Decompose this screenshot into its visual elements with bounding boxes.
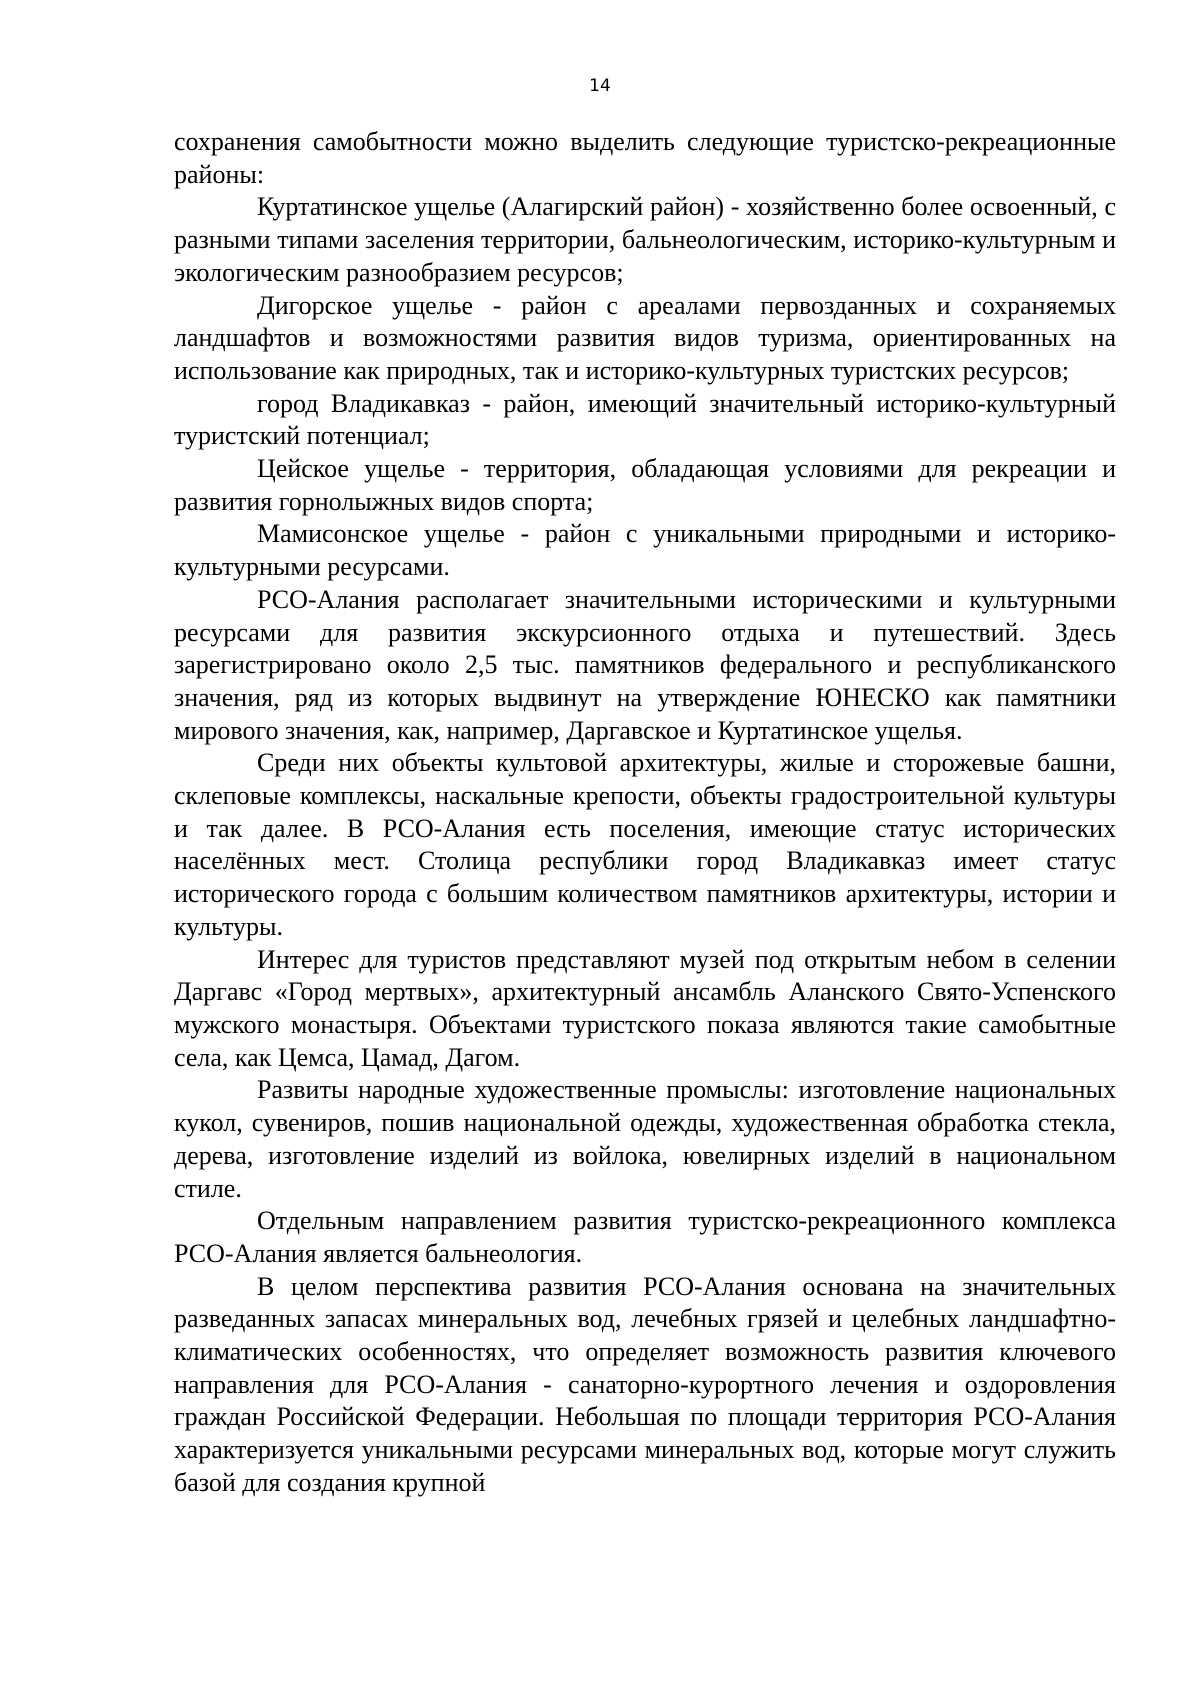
paragraph: Мамисонское ущелье - район с уникальными природными и историко-культурными ресурсами. <box>174 519 1116 582</box>
paragraph: Развиты народные художественные промыслы: изготовление национальных кукол, сувениров, пошив национальной одежды, художественная обработка стекла, дерева, изготовление изделий из войлока, ювелирных изделий в национальном стиле. <box>174 1075 1116 1203</box>
paragraph: Куртатинское ущелье (Алагирский район) - хозяйственно более освоенный, с разными типами заселения территории, бальнеологическим, историко-культурным и экологическим разнообразием ресурсов; <box>174 192 1116 287</box>
paragraph: Отдельным направлением развития туристско-рекреационного комплекса РСО-Алания является бальнеология. <box>174 1206 1116 1268</box>
document-body <box>174 126 1116 1500</box>
paragraph: Цейское ущелье - территория, обладающая условиями для рекреации и развития горнолыжных видов спорта; <box>174 454 1116 516</box>
paragraph: Дигорское ущелье - район с ареалами первозданных и сохраняемых ландшафтов и возможностями развития видов туризма, ориентированных на использование как природных, так и историко-культурных туристских ресурсов; <box>174 290 1116 385</box>
page-number: 14 <box>589 76 611 96</box>
paragraph: РСО-Алания располагает значительными историческими и культурными ресурсами для развития экскурсионного отдыха и путешествий. Здесь зарегистрировано около 2,5 тыс. памятников федерального и республиканского значения, ряд из которых выдвинут на утверждение ЮНЕСКО как памятники мирового значения, как, например, Даргавское и Куртатинское ущелья. <box>174 584 1116 745</box>
paragraph: Среди них объекты культовой архитектуры, жилые и сторожевые башни, склеповые комплексы, наскальные крепости, объекты градостроительной культуры и так далее. В РСО-Алания есть поселения, имеющие статус исторических населённых мест. Столица республики город Владикавказ имеет статус исторического города с большим количеством памятников архитектуры, истории и культуры. <box>174 748 1116 941</box>
paragraph: В целом перспектива развития РСО-Алания основана на значительных разведанных запасах минеральных вод, лечебных грязей и целебных ландшафтно-климатических особенностях, что определяет возможность развития ключевого направления для РСО-Алания - санаторно-курортного лечения и оздоровления граждан Российской Федерации. Небольшая по площади территория РСО-Алания характеризуется уникальными ресурсами минеральных вод, которые могут служить базой для создания крупной <box>174 1271 1116 1497</box>
paragraph: город Владикавказ - район, имеющий значительный историко-культурный туристский потенциал; <box>174 388 1116 451</box>
paragraph: Интерес для туристов представляют музей под открытым небом в селении Даргавс «Город мертвых», архитектурный ансамбль Аланского Свято-Успенского мужского монастыря. Объектами туристского показа являются такие самобытные села, как Цемса, Цамад, Дагом. <box>174 944 1116 1072</box>
paragraph: сохранения самобытности можно выделить следующие туристско-рекреационные районы: <box>174 127 1116 189</box>
